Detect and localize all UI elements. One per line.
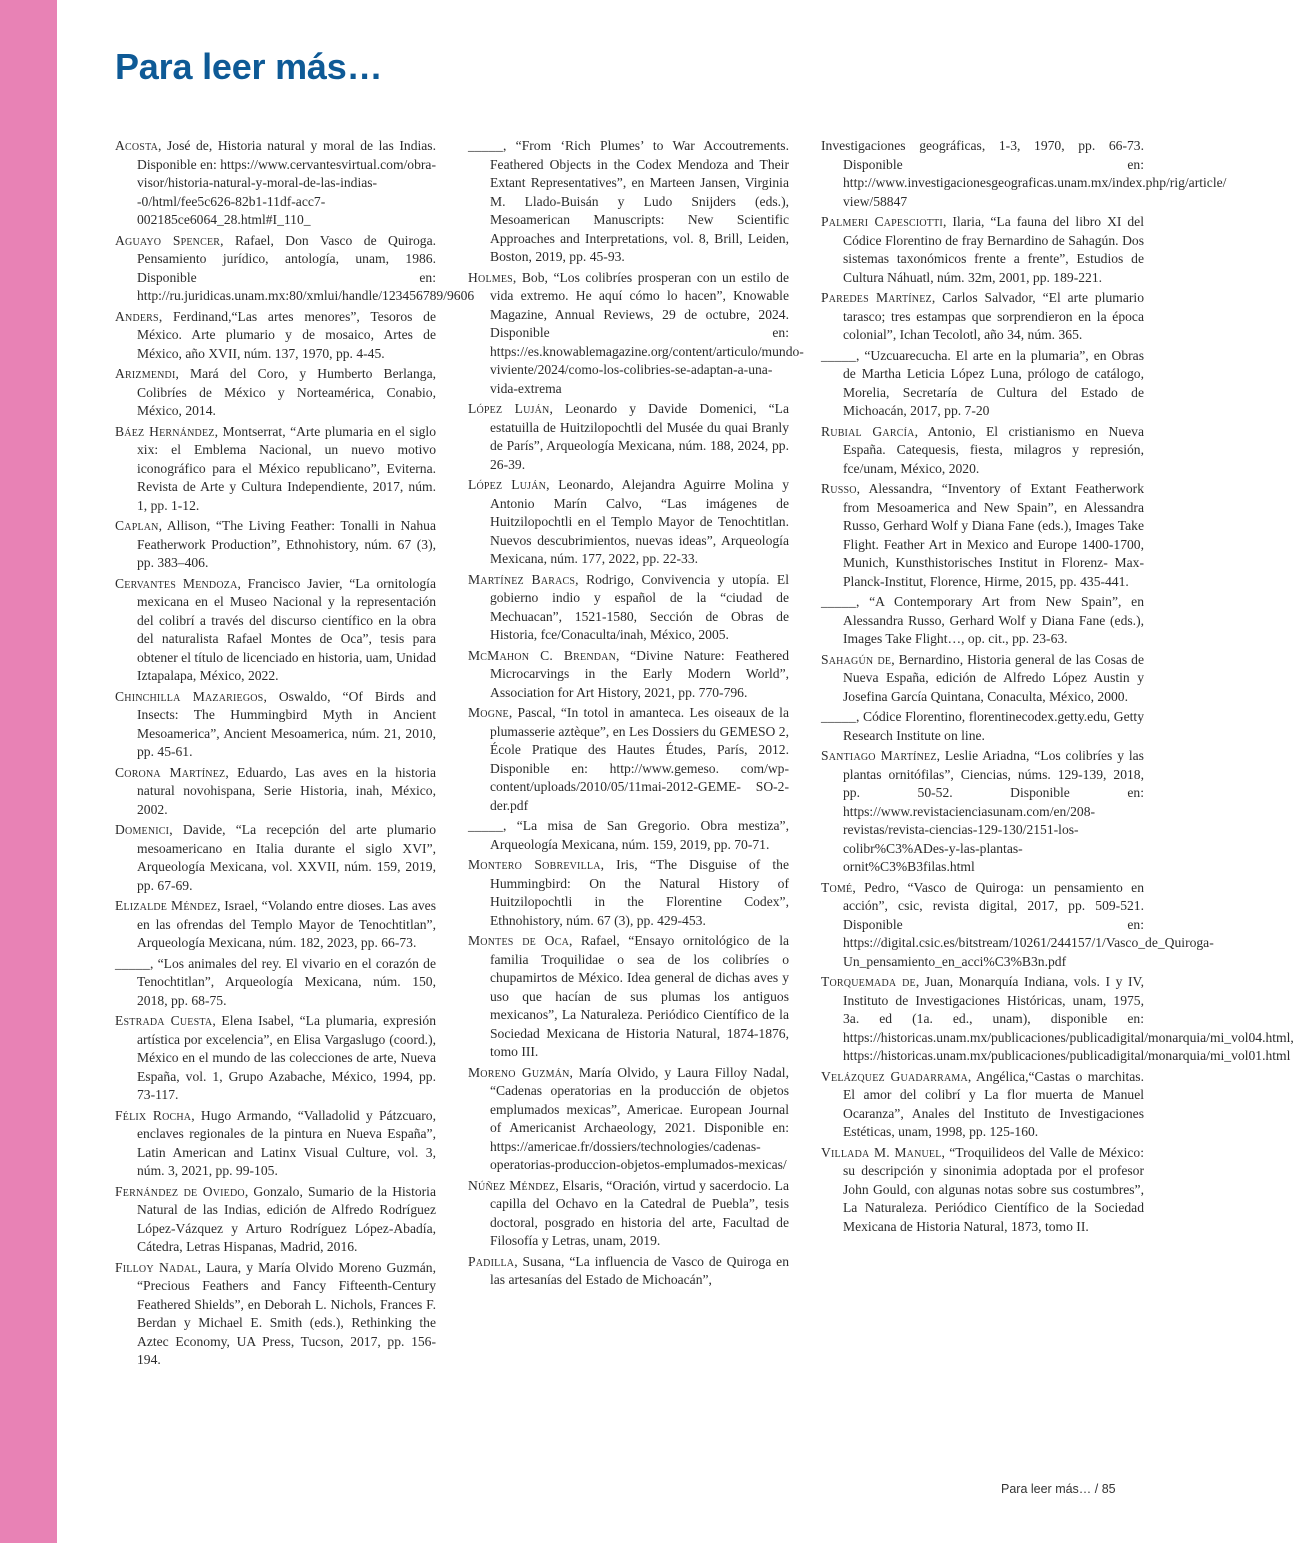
entry-text: , “From ‘Rich Plumes’ to War Accoutrements. Feathered Objects in the Codex Mendoza and Their Extant Representatives”, en Marteen Jansen, Virginia M. Llado-Buisán y Ludo Snijders (eds.), Mesoamerican Manuscripts: New Scientific Approaches and Interpretations, vol. 8, Brill, Leiden, Boston, 2019, pp. 45-93. [490, 138, 789, 264]
bibliography-entry [821, 347, 1144, 421]
bibliography-entry [821, 423, 1144, 479]
entry-text: , “Troquilideos del Valle de México: su descripción y sinonimia adoptada por el profesor John Gould, con algunas notas sobre sus costumbres”, La Naturaleza. Periódico Científico de la Sociedad Mexicana de Historia Natural, 1873, tomo II. [843, 1144, 1144, 1234]
bibliography-entry [821, 747, 1144, 877]
entry-author: Aguayo Spencer [115, 232, 221, 248]
bibliography-entry [468, 817, 789, 854]
bibliography-entry [115, 897, 436, 953]
bibliography-entry [115, 137, 436, 230]
entry-text: , Laura, y María Olvido Moreno Guzmán, “Precious Feathers and Fancy Fifteenth-Century Feathered Shields”, en Deborah L. Nichols, Frances F. Berdan y Michael E. Smith (eds.), Rethinking the Aztec Economy, UA Press, Tucson, 2017, pp. 156-194. [137, 1259, 436, 1367]
bibliography-entry [115, 1107, 436, 1181]
entry-author: Fernández de Oviedo [115, 1183, 245, 1199]
entry-author: Caplan [115, 518, 159, 533]
page-footer [1001, 1482, 1116, 1496]
entry-text: , Francisco Javier, “La ornitología mexicana en el Museo Nacional y la representación del colibrí a través del discurso científico en la obra del naturalista Rafael Montes de Oca”, tesis para obtener el título de licenciado en historia, uam, Unidad Iztapalapa, México, 2022. [137, 575, 436, 683]
entry-text: , Elsaris, “Oración, virtud y sacerdocio. La capilla del Ochavo en la Catedral de Puebla”, tesis doctoral, posgrado en historia del arte, Facultad de Filosofía y Letras, unam, 2019. [490, 1177, 789, 1248]
bibliography-entry [115, 688, 436, 762]
entry-author: Santiago Martínez [821, 748, 937, 763]
entry-author: López Luján [468, 401, 550, 416]
side-accent-band [0, 0, 57, 1543]
entry-author: _____ [468, 138, 503, 153]
bibliography-entry [821, 137, 1227, 211]
entry-author: Velázquez Guadarrama [821, 1068, 968, 1084]
bibliography-entry [115, 423, 436, 516]
bibliography-entry [468, 571, 789, 645]
entry-author: Mogne [468, 705, 509, 720]
bibliography-entry [821, 708, 1144, 745]
entry-author: Chinchilla Mazariegos [115, 688, 264, 704]
page-title: Para leer más… [115, 46, 383, 87]
entry-author: Estrada Cuesta [115, 1013, 213, 1028]
entry-author: Félix Rocha [115, 1107, 192, 1123]
entry-author: Rubial García [821, 423, 915, 439]
entry-author: Martínez Baracs [468, 571, 576, 587]
entry-author: Torquemada de [821, 974, 916, 989]
bibliography-entry [821, 289, 1144, 345]
entry-text: , Antonio, El cristianismo en Nueva España. Catequesis, fiesta, milagros y represión, fce/unam, México, 2020. [843, 423, 1144, 476]
entry-author: _____ [468, 818, 503, 833]
entry-author: Báez Hernández [115, 423, 215, 439]
entry-author: Corona Martínez [115, 764, 226, 780]
bibliography-entry [115, 575, 436, 686]
bibliography-entry [115, 955, 436, 1011]
entry-author: Elizalde Méndez [115, 898, 218, 913]
entry-text: , Bernardino, Historia general de las Cosas de Nueva España, edición de Alfredo López Austin y Josefina García Quintana, Conaculta, México, 2000. [843, 651, 1144, 704]
bibliography-column-2 [468, 137, 804, 1457]
entry-author: Cervantes Mendoza [115, 575, 238, 591]
bibliography-entry [821, 879, 1214, 972]
entry-text: , Rodrigo, Convivencia y utopía. El gobierno indio y español de la “ciudad de Mechuacan”, 1521-1580, Sección de Obras de Historia, fce/Conaculta/inah, México, 2005. [490, 571, 789, 642]
bibliography-column-1 [115, 137, 475, 1457]
entry-author: Acosta [115, 138, 158, 153]
bibliography-entry [468, 856, 789, 930]
bibliography-entry [115, 308, 436, 364]
entry-author: Paredes Martínez [821, 290, 932, 305]
entry-text: , José de, Historia natural y moral de las Indias. Disponible en: https://www.cervantesvirtual.com/obra-visor/historia-natural-y-moral-de-las-indias--0/html/fee5c626-82b1-11df-acc7-002185ce6064_28.html#I_110_ [137, 138, 436, 227]
entry-author: Filloy Nadal [115, 1259, 198, 1275]
entry-author: McMahon C. Brendan [468, 647, 616, 663]
entry-text: , Israel, “Volando entre dioses. Las aves en las ofrendas del Templo Mayor de Tenochtitlan”, Arqueología Mexicana, núm. 182, 2023, pp. 66-73. [137, 898, 437, 950]
entry-text: , Leonardo y Davide Domenici, “La estatuilla de Huitzilopochtli del Musée du quai Branly de París”, Arqueología Mexicana, núm. 188, 2024, pp. 26-39. [490, 401, 789, 472]
entry-text: , Mará del Coro, y Humberto Berlanga, Colibríes de México y Norteamérica, Conabio, México, 2014. [137, 366, 436, 418]
entry-text: , Davide, “La recepción del arte plumario mesoamericano en Italia durante el siglo XVI”, Arqueología Mexicana, vol. XXVII, núm. 159, 2019, pp. 67-69. [137, 822, 436, 893]
entry-author: Villada M. Manuel [821, 1144, 942, 1160]
entry-text: , Iris, “The Disguise of the Hummingbird: On the Natural History of Huitzilopochtli in the Florentine Codex”, Ethnohistory, núm. 67 (3), pp. 429-453. [490, 857, 790, 928]
entry-author: _____ [821, 709, 856, 724]
bibliography-entry [115, 365, 436, 421]
bibliography-entry [468, 1064, 789, 1175]
entry-author: _____ [821, 347, 856, 363]
bibliography-entry [821, 480, 1144, 591]
entry-text: , Alessandra, “Inventory of Extant Featherwork from Mesoamerica and New Spain”, en Alessandra Russo, Gerhard Wolf y Diana Fane (eds.), Images Take Flight. Feather Art in Mexico and Europe 1400-1700, Munich, Kunsthistorisches Institut in Florenz- Max-Planck-Institut, Florence, Hirme, 2015, pp. 435-441. [843, 481, 1144, 589]
entry-text: , Angélica,“Castas o marchitas. El amor del colibrí y La flor muerta de Manuel Ocaranza”, Anales del Instituto de Investigaciones Estéticas, unam, 1998, pp. 125-160. [843, 1068, 1144, 1139]
entry-text: , “Uzcuarecucha. El arte en la plumaria”, en Obras de Martha Leticia López Luna, prólogo de catálogo, Morelia, Secretaría de Cultura del Estado de Michoacán, 2017, pp. 7-20 [843, 347, 1144, 418]
footer-separator: / [1091, 1482, 1102, 1496]
bibliography-entry [468, 647, 789, 703]
entry-text: , “Los animales del rey. El vivario en el corazón de Tenochtitlan”, Arqueología Mexicana, núm. 150, 2018, pp. 68-75. [137, 955, 436, 1008]
bibliography-entry [821, 213, 1144, 287]
entry-author: Núñez Méndez [468, 1177, 556, 1193]
bibliography-entry [468, 1253, 789, 1290]
footer-section-label: Para leer más… [1001, 1482, 1092, 1496]
bibliography-entry [821, 593, 1144, 649]
entry-text: , Leonardo, Alejandra Aguirre Molina y Antonio Marín Calvo, “Las imágenes de Huitzilopochtli en el Templo Mayor de Tenochtitlan. Nuevos descubrimientos, nuevas ideas”, Arqueología Mexicana, núm. 177, 2022, pp. 22-33. [490, 477, 789, 566]
entry-text: , Carlos Salvador, “El arte plumario tarasco; tres estampas que sorprendieron en la época colonial”, Ichan Tecolotl, año 34, núm. 365. [843, 290, 1145, 342]
entry-text: , “A Contemporary Art from New Spain”, en Alessandra Russo, Gerhard Wolf y Diana Fane (eds.), Images Take Flight…, op. cit., pp. 23-63. [843, 594, 1144, 646]
entry-text: , “Divine Nature: Feathered Microcarvings in the Early Modern World”, Association for Art History, 2021, pp. 770-796. [490, 647, 789, 700]
entry-text: , Pedro, “Vasco de Quiroga: un pensamiento en acción”, csic, revista digital, 2017, pp. 509-521. Disponible en: https://digital.csic.es/bitstream/10261/244157/1/Vasco_de_Quiroga-Un_pensamiento_en_acci%C3%B3n.pdf [843, 879, 1214, 969]
bibliography-entry [468, 476, 789, 569]
entry-text: , Ferdinand,“Las artes menores”, Tesoros de México. Arte plumario y de mosaico, Artes de México, año XVII, núm. 137, 1970, pp. 4-45. [137, 308, 436, 361]
entry-text: , Susana, “La influencia de Vasco de Quiroga en las artesanías del Estado de Michoacán”, [490, 1253, 789, 1287]
entry-text: , Eduardo, Las aves en la historia natural novohispana, Serie Historia, inah, México, 2002. [137, 764, 437, 817]
bibliography-entry [821, 973, 1294, 1066]
bibliography-column-3 [821, 137, 1294, 1457]
entry-text: , “La misa de San Gregorio. Obra mestiza”, Arqueología Mexicana, núm. 159, 2019, pp. 70-71. [490, 818, 789, 852]
bibliography-entry [115, 232, 475, 306]
bibliography-entry [115, 1012, 436, 1105]
entry-text: , Montserrat, “Arte plumaria en el siglo xix: el Emblema Nacional, un nuevo motivo iconográfico para el México republicano”, Eviterna. Revista de Arte y Cultura Independiente, 2017, núm. 1, pp. 1-12. [137, 423, 436, 513]
bibliography-entry [468, 269, 804, 399]
entry-author: Tomé [821, 879, 853, 895]
entry-text: , Hugo Armando, “Valladolid y Pátzcuaro, enclaves regionales de la pintura en Nueva España”, Latin American and Latinx Visual Culture, vol. 3, núm. 3, 2021, pp. 99-105. [137, 1107, 436, 1178]
entry-text: , Rafael, Don Vasco de Quiroga. Pensamiento jurídico, antología, unam, 1986. Disponible en: http://ru.juridicas.unam.mx:80/xmlui/handle/123456789/9606 [137, 232, 475, 303]
entry-text: , Gonzalo, Sumario de la Historia Natural de las Indias, edición de Alfredo Rodríguez López-Vázquez y Arturo Rodríguez López-Abadía, Cátedra, Letras Hispanas, Madrid, 2016. [137, 1183, 436, 1254]
entry-text: , Códice Florentino, florentinecodex.getty.edu, Getty Research Institute on line. [843, 709, 1144, 743]
entry-text: , Bob, “Los colibríes prosperan con un estilo de vida extremo. He aquí cómo lo hacen”, Knowable Magazine, Annual Reviews, 29 de octubre, 2024. Disponible en: https://es.knowablemagazine.org/content/articulo/mundo-viviente/2024/como-los-colibries-se-adaptan-a-una-vida-extrema [490, 269, 804, 396]
bibliography-entry [115, 821, 436, 895]
entry-author: Moreno Guzmán [468, 1064, 570, 1080]
entry-author: Montero Sobrevilla [468, 857, 601, 872]
entry-author: _____ [821, 594, 856, 609]
entry-author: Russo [821, 481, 857, 496]
entry-author: Padilla [468, 1253, 515, 1269]
entry-text: , Leslie Ariadna, “Los colibríes y las plantas ornitófilas”, Ciencias, núms. 129-139, 2018, pp. 50-52. Disponible en: https://www.revistacienciasunam.com/en/208-revistas/revista-ciencias-129-130/2151-los-colibr%C3%ADes-y-las-plantas-ornit%C3%B3filas.html [843, 748, 1144, 874]
bibliography-entry [821, 1068, 1144, 1142]
entry-author: Anders [115, 308, 159, 324]
entry-author: Arizmendi [115, 366, 176, 381]
entry-author: Montes de Oca [468, 933, 569, 948]
entry-author: Holmes [468, 269, 513, 285]
entry-text: , Allison, “The Living Feather: Tonalli in Nahua Featherwork Production”, Ethnohistory, núm. 67 (3), pp. 383–406. [137, 518, 436, 570]
entry-author: _____ [115, 955, 150, 971]
entry-text: , Rafael, “Ensayo ornitológico de la familia Troquilidae o sea de los colibríes o chupamirtos de México. Idea general de dichas aves y uso que hacían de sus plumas los antiguos mexicanos”, La Naturaleza. Periódico Científico de la Sociedad Mexicana de Historia Natural, 1874-1876, tomo III. [490, 933, 790, 1059]
bibliography-entry [115, 764, 436, 820]
entry-author: Sahagún de [821, 651, 892, 667]
entry-author: Palmeri Capesciotti [821, 214, 943, 229]
page-number: 85 [1101, 1482, 1116, 1496]
entry-text: , Oswaldo, “Of Birds and Insects: The Hummingbird Myth in Ancient Mesoamerica”, Ancient Mesoamerica, núm. 21, 2010, pp. 45-61. [137, 688, 436, 759]
entry-text: , Juan, Monarquía Indiana, vols. I y IV, Instituto de Investigaciones Históricas, unam, 1975, 3a. ed (1a. ed., unam), disponible en: https://historicas.unam.mx/publicaciones/publicadigital/monarquia/mi_vol04.html, https://historicas.unam.mx/publicaciones/publicadigital/monarquia/mi_vol01.html [843, 974, 1294, 1063]
entry-author: Domenici [115, 822, 170, 837]
bibliography-entry [468, 137, 789, 267]
bibliography-entry [468, 704, 789, 815]
entry-text: , Elena Isabel, “La plumaria, expresión artística por excelencia”, en Elisa Vargaslugo (coord.), México en el mundo de las colecciones de arte, Nueva España, vol. 1, Grupo Azabache, México, 1994, pp. 73-117. [137, 1013, 436, 1102]
bibliography-entry [115, 1259, 436, 1370]
bibliography-entry [468, 932, 789, 1062]
bibliography-entry [468, 1177, 789, 1251]
entry-text: Investigaciones geográficas, 1-3, 1970, pp. 66-73. Disponible en: http://www.investigacionesgeograficas.unam.mx/index.php/rig/article/ view/58847 [821, 138, 1227, 209]
entry-text: , Pascal, “In totol in amanteca. Les oiseaux de la plumasserie aztèque”, en Les Dossiers du GEMESO 2, École Pratique des Hautes Études, París, 2012. Disponible en: http://www.gemeso. com/wp-content/uploads/2010/05/11mai-2012-GEME- SO-2-der.pdf [490, 705, 789, 813]
bibliography-entry [468, 400, 789, 474]
entry-text: , María Olvido, y Laura Filloy Nadal, “Cadenas operatorias en la producción de objetos emplumados mexicas”, Americae. European Journal of Americanist Archaeology, 2021. Disponible en: https://americae.fr/dossiers/technologies/cadenas-operatorias-produccion-objetos-emplumados-mexicas/ [490, 1064, 789, 1172]
bibliography-entry [115, 1183, 436, 1257]
bibliography-entry [115, 517, 436, 573]
bibliography-entry [821, 651, 1144, 707]
entry-author: López Luján [468, 477, 547, 492]
bibliography-entry [821, 1144, 1144, 1237]
entry-text: , Ilaria, “La fauna del libro XI del Códice Florentino de fray Bernardino de Sahagún. Dos sistemas taxonómicos frente a frente”, Estudios de Cultura Náhuatl, núm. 32m, 2001, pp. 189-221. [843, 214, 1144, 285]
